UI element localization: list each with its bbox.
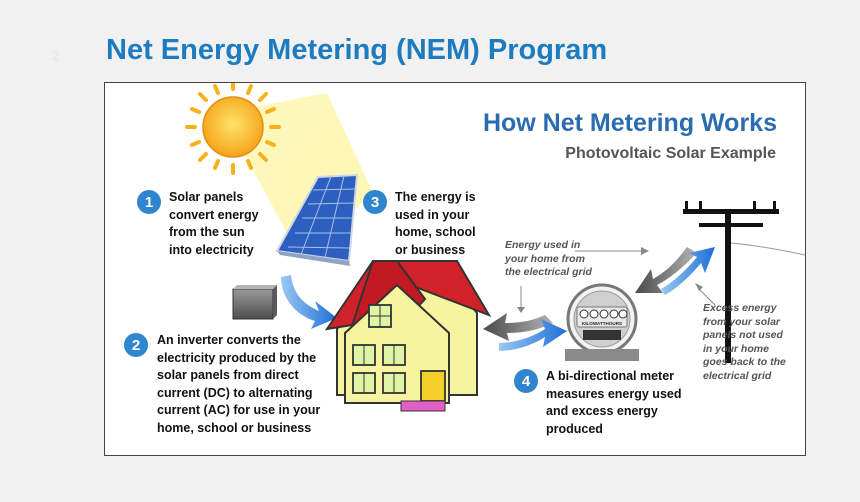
net-metering-diagram (104, 82, 806, 456)
step-3-text: The energy is used in your home, school or business (395, 190, 476, 257)
step-1-badge: 1 (137, 190, 161, 214)
note-excess-energy: Excess energy from your solar panels not used in your home goes back to the electrical grid (703, 302, 786, 382)
step-4-text: A bi-directional meter measures energy used and excess energy produced (546, 369, 682, 436)
diagram-heading: How Net Metering Works (482, 109, 777, 137)
meter-label: KILOWATTHOURS (581, 321, 623, 326)
inverter-icon (233, 285, 277, 319)
electric-meter-icon (565, 285, 639, 361)
slide-title: Net Energy Metering (NEM) Program (106, 34, 608, 66)
arrow-panel-to-house (281, 275, 337, 329)
step-4-badge: 4 (514, 369, 538, 393)
diagram-subheading: Photovoltaic Solar Example (565, 145, 776, 162)
step-3-badge: 3 (363, 190, 387, 214)
note-energy-used: Energy used in your home from the electrical grid (505, 239, 592, 278)
step-2-badge: 2 (124, 333, 148, 357)
step-1-text: Solar panels convert energy from the sun into electricity (169, 190, 259, 257)
house-icon (327, 261, 489, 411)
slide-number: 2 (52, 48, 60, 63)
step-2-text: An inverter converts the electricity produced by the solar panels from direct current (DC) to alternating current (AC) for use in your home, school or business (157, 333, 321, 435)
